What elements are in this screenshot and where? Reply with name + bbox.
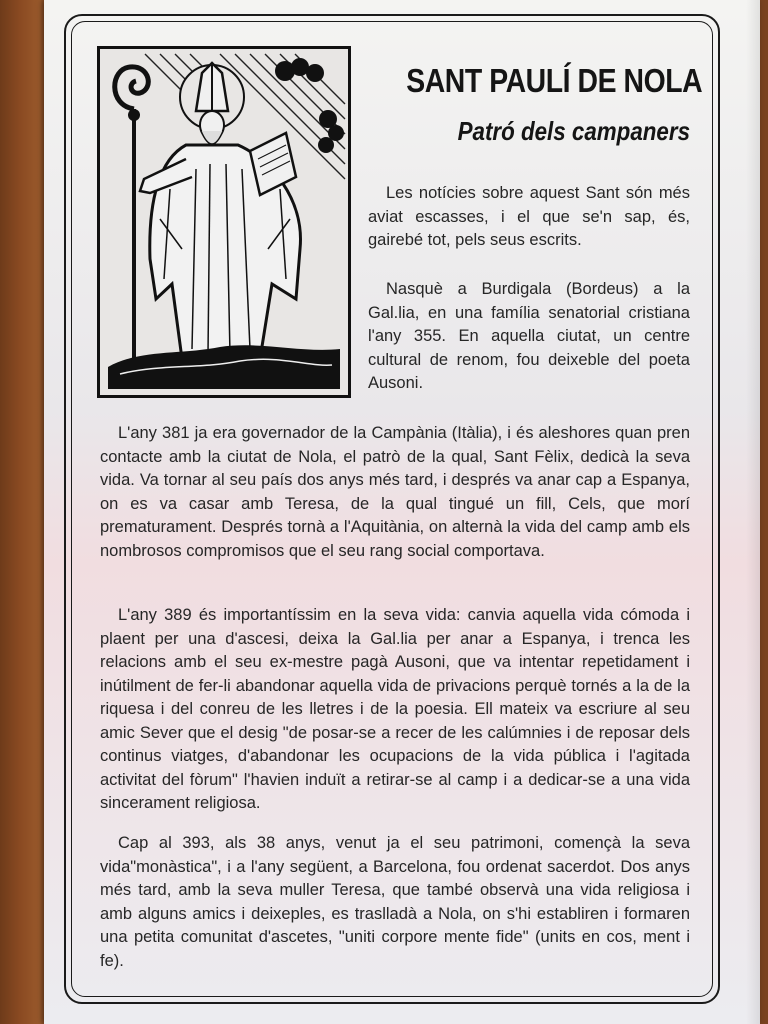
page-subtitle: Patró dels campaners	[457, 116, 690, 146]
paragraph-monastic: Cap al 393, als 38 anys, venut ja el seu patrimoni, començà la seva vida"monàstica", i a l'any següent, a Barcelona, fou ordenat sacerdot. Dos anys més tard, amb la seva muller Teresa, que també observà una vida religiosa i amb alguns amics i deixeples, es traslladà a Nola, on s'hi establiren i formaren una petita comunitat d'ascetes, "uniti corpore mente fide" (units en cos, ment i fe).	[100, 834, 690, 970]
paragraph-governor: L'any 381 ja era governador de la Campània (Itàlia), i és aleshores quan pren contacte amb la ciutat de Nola, el patrò de la qual, Sant Fèlix, dedicà la seva vida. Va tornar al seu país dos anys més tard, i després va anar cap a Espanya, on es va casar amb Teresa, de la qual tingué un fill, Cels, que morí prematurament. Després tornà a l'Aquitània, on alternà la vida del camp amb els nombrosos compromisos que el seu rang social comportava.	[100, 424, 690, 560]
paragraph-conversion: L'any 389 és importantíssim en la seva vida: canvia aquella vida cómoda i plaent per una d'ascesi, deixa la Gal.lia per anar a Espanya, i trenca les relacions amb el seu ex-mestre pagà Ausoni, que va intentar repetidament i inútilment de fer-li abandonar aquella vida de privacions perquè tornés a la de la riquesa i del conreu de les lletres i de la poesia. Ell mateix va escriure al seu amic Sever que el desig "de posar-se a recer de les calúmnies i de reposar dels continus viatges, d'abandonar les ocupacions de la vida pública i l'agitada activitat del fòrum" l'havien induït a retirar-se al camp i a dedicar-se a una vida sincerament religiosa.	[100, 606, 690, 812]
paragraph-intro: Les notícies sobre aquest Sant són més aviat escasses, i el que se'n sap, és, gairebé tot, pels seus escrits.	[368, 184, 690, 249]
saint-woodcut-icon	[97, 46, 351, 398]
paragraph-birth: Nasquè a Burdigala (Bordeus) a la Gal.lia, en una família senatorial cristiana l'any 355. En aquella ciutat, un centre cultural de renom, fou deixeble del poeta Ausoni.	[368, 280, 690, 392]
page-title: SANT PAULÍ DE NOLA	[406, 62, 703, 99]
